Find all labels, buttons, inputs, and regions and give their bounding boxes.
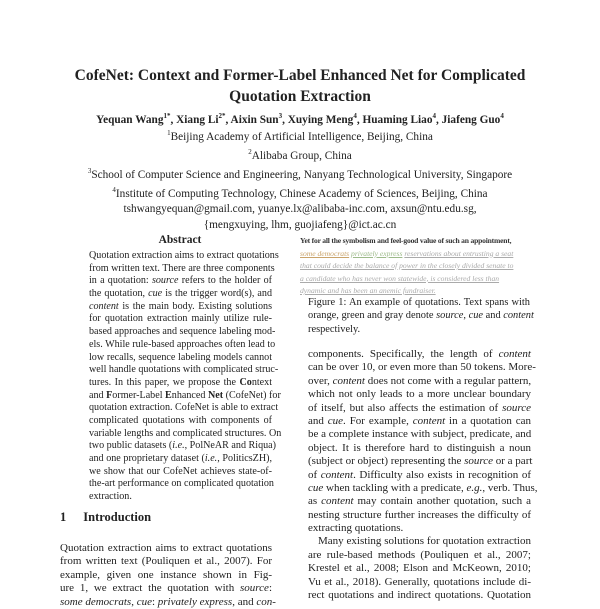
italic-term: cue — [468, 310, 484, 322]
text-run: refers to the holder of — [178, 275, 272, 287]
text-run: , PolNeAR and Riqua) — [184, 440, 277, 452]
bold-term: Co — [239, 376, 252, 388]
affiliation-line — [0, 164, 600, 183]
author: Yequan Wang — [96, 113, 164, 126]
text-run: extraction. — [89, 491, 132, 503]
text-run: from written text (Pouliquen et al., 2007). For — [60, 555, 272, 568]
text-line — [89, 275, 272, 288]
affiliation-mark: 3 — [87, 167, 92, 176]
text-line — [308, 442, 531, 455]
italic-term: cue — [148, 288, 163, 300]
author-affiliation-mark: 4 — [353, 112, 357, 120]
text-line — [308, 455, 531, 468]
italic-term: content — [503, 310, 534, 322]
content-span: a candidate who has never won statewide, is considered less than — [300, 273, 500, 283]
text-run: quotation extraction. CofeNet is able to extract — [89, 402, 279, 414]
text-run: Figure 1: An example of quotations. Text spans with — [308, 297, 530, 308]
bold-term: E — [165, 389, 172, 401]
text-run: orange, green and gray denote — [308, 310, 437, 322]
italic-term: con- — [256, 595, 276, 608]
affiliation-mark: 4 — [112, 186, 116, 195]
text-run: tures. In this paper, we propose the — [89, 376, 240, 388]
text-line — [89, 478, 272, 491]
affiliation-text: {mengxuying, lhm, guojiafeng}@ict.ac.cn — [203, 218, 397, 231]
italic-term: content — [321, 495, 354, 508]
italic-term: i.e. — [204, 453, 218, 464]
text-run: (subject or object) representing the — [308, 455, 465, 468]
abstract-body — [89, 250, 282, 504]
text-line — [89, 389, 281, 403]
text-line — [308, 495, 531, 508]
text-run: from written text. There are three components — [89, 262, 275, 274]
text-run: in a quotation: — [89, 275, 152, 287]
text-run: , PoliticsZH), — [217, 453, 272, 464]
text-run: example, given one instance shown in Fig- — [60, 568, 272, 581]
text-run: as — [308, 495, 322, 508]
text-run: are rule-based methods (Pouliquen et al., 2007; — [308, 548, 531, 561]
text-line — [89, 250, 279, 263]
affiliation-text: Institute of Computing Technology, Chinese Academy of Sciences, Beijing, China — [115, 187, 488, 200]
italic-term: content — [89, 300, 119, 312]
italic-term: some democrats — [60, 595, 132, 608]
section-number: 1 — [60, 510, 67, 524]
affiliation-mark: 1 — [167, 129, 171, 137]
text-run: Quotation extraction aims to extract quotations — [60, 542, 272, 554]
affiliations — [0, 126, 600, 233]
right-column-body — [308, 348, 538, 602]
text-run: . For example, — [343, 414, 413, 427]
text-line — [308, 562, 531, 575]
author: Xuying Meng — [287, 113, 354, 126]
italic-term: i.e. — [172, 440, 185, 452]
text-line — [308, 402, 531, 415]
affiliation-line — [0, 183, 600, 202]
text-line — [60, 582, 272, 595]
author-affiliation-mark: 3 — [278, 112, 283, 120]
text-run: the quotation, — [89, 288, 149, 300]
text-line — [308, 309, 534, 322]
affiliation-text: Beijing Academy of Artificial Intelligence, Beijing, China — [170, 130, 433, 143]
text-line — [89, 402, 279, 415]
figure-caption — [308, 296, 534, 336]
text-run: in a quotation can — [445, 414, 531, 427]
text-run: (CofeNet) for — [223, 389, 281, 401]
affiliation-line — [0, 218, 600, 233]
italic-term: source — [464, 455, 494, 468]
text-run: and one proprietary dataset ( — [89, 453, 205, 464]
figure-line — [300, 248, 528, 261]
text-line — [308, 388, 531, 401]
author: Xiang Li — [176, 113, 219, 126]
figure-line — [300, 260, 528, 273]
text-line — [308, 348, 531, 361]
italic-term: content — [412, 414, 446, 427]
bold-term: Net — [207, 389, 224, 401]
italic-term: source — [502, 401, 531, 414]
text-line — [308, 323, 530, 336]
text-run: ormer-Label — [112, 389, 166, 401]
author-list: Yequan Wang$^{1*}$, Xiang $Li^{2*}$, Aixin Sun$^3$, Xuying Meng$^4$, Huaming Liao$^4$, Jiafeng Guo$^4$ — [96, 112, 504, 126]
text-run: . Difficulty also exists in recognition of — [353, 468, 531, 481]
bold-term: F — [106, 389, 113, 401]
affiliation-mark: 2 — [248, 148, 252, 157]
text-line — [308, 522, 531, 535]
text-line — [89, 440, 277, 453]
text-line — [60, 595, 276, 609]
affiliation-text: tshwangyequan@gmail.com, yuanye.lx@alibaba-inc.com, axsun@ntu.edu.sg, — [123, 203, 477, 216]
figure-text: Yet for all the symbolism and feel-good value of such an appointment, — [300, 236, 512, 245]
text-run: : — [268, 582, 272, 595]
italic-term: content — [320, 468, 354, 481]
text-run: Krestel et al., 2008; Elson and McKeown, 2010; — [308, 562, 531, 575]
text-run: does not come with a regular pattern, — [365, 374, 532, 387]
text-run: over, — [308, 374, 333, 387]
text-run: : — [151, 595, 158, 608]
paper-title — [0, 65, 600, 107]
text-run: can be over 10, or even more than 50 tokens. More- — [308, 361, 536, 374]
author: Huaming Liao — [362, 113, 433, 126]
text-line — [89, 262, 275, 276]
text-line — [89, 288, 272, 301]
text-line — [308, 535, 531, 548]
figure-1-example — [300, 235, 528, 298]
text-run: components. Specifically, the length of — [308, 348, 499, 360]
content-span: that could decide the balance of power in the closely divided senate to — [300, 261, 514, 270]
figure-line — [300, 273, 528, 286]
text-line — [89, 415, 272, 428]
text-run: may contain another quotation, such a — [353, 495, 531, 508]
text-run: complicated quotations with components of — [89, 414, 272, 426]
abstract-heading: Abstract — [158, 234, 202, 246]
affiliation-line — [0, 126, 600, 145]
title-line: Quotation Extraction — [229, 88, 371, 105]
author-affiliation-mark: 2* — [218, 112, 226, 120]
text-line — [89, 338, 276, 352]
affiliation-line — [0, 145, 600, 164]
text-run: Many existing solutions for quotation extraction — [318, 535, 531, 548]
italic-term: privately express — [157, 595, 233, 608]
text-run: object. It is therefore hard to distinguish a noun — [308, 441, 531, 454]
text-run: when tackling with a predicate, — [323, 481, 467, 494]
text-run: rect quotations and indirect quotations. Quotation — [308, 589, 531, 602]
text-line — [60, 542, 272, 555]
italic-term: content — [498, 348, 531, 360]
text-line — [308, 509, 531, 522]
text-line — [308, 481, 538, 495]
text-line — [89, 326, 276, 339]
text-run: Quotation extraction aims to extract quotations — [89, 250, 279, 261]
text-line — [89, 491, 272, 504]
text-run: and — [89, 389, 107, 401]
text-line — [308, 375, 531, 388]
text-run: variable lengths and complicated structures. On — [89, 427, 282, 439]
text-run: ntext — [251, 376, 272, 388]
italic-term: e.g. — [466, 481, 483, 494]
text-run: based approaches and sequence labeling mod- — [89, 326, 276, 338]
text-line — [89, 427, 282, 441]
text-run: extracting quotations. — [308, 522, 404, 535]
text-run: we show that our CofeNet achieves state-of- — [89, 465, 272, 477]
italic-term: cue — [308, 481, 324, 494]
introduction-body — [60, 542, 276, 609]
affiliation-text: School of Computer Science and Engineering, Nanyang Technological University, Singapore — [91, 168, 513, 181]
italic-term: source — [436, 310, 464, 322]
text-run: the-art performance on complicated quotation — [89, 478, 274, 490]
section-heading-introduction — [60, 510, 168, 525]
text-run: is the trigger word(s), and — [162, 288, 272, 300]
author-affiliation-mark: 1* — [163, 112, 171, 120]
author-affiliation-mark: 4 — [500, 112, 504, 120]
text-run: of itself, but also affects the estimation of — [308, 401, 503, 414]
cue-span: privately express — [351, 248, 403, 258]
text-run: , — [131, 595, 137, 608]
content-span: dynamic and has been an anemic fundraiser. — [300, 286, 436, 295]
title-line: CofeNet: Context and Former-Label Enhanced Net for Complicated — [74, 67, 526, 84]
text-line — [308, 589, 531, 602]
source-span: some democrats — [300, 248, 350, 258]
text-line — [89, 313, 272, 326]
text-line — [89, 364, 279, 377]
text-run: Vu et al., 2018). Generally, quotations include di- — [308, 575, 531, 588]
text-run: and — [483, 310, 504, 322]
text-run: which not only leads to a more unclear boundary — [308, 388, 531, 401]
text-line — [60, 569, 272, 582]
text-line — [308, 415, 531, 428]
section-title: Introduction — [83, 510, 152, 524]
text-line — [89, 453, 272, 466]
author-affiliation-mark: 4 — [432, 112, 436, 120]
text-line — [308, 576, 531, 589]
text-line — [308, 296, 530, 309]
text-run: well handle quotations with complicated struc- — [89, 364, 279, 376]
text-line — [308, 361, 536, 374]
affiliation-text: Alibaba Group, China — [251, 149, 352, 162]
content-span: reservations about entrusting a seat — [404, 248, 514, 258]
text-run: is the main body. Existing solutions — [118, 300, 272, 312]
text-line — [89, 377, 272, 390]
text-run: respectively. — [308, 323, 361, 335]
text-run: , — [463, 310, 469, 322]
text-run: nesting structure further increases the difficulty of — [308, 508, 531, 521]
text-line — [308, 428, 531, 441]
italic-term: source — [151, 275, 179, 287]
text-line — [89, 352, 272, 365]
text-line — [89, 466, 272, 479]
text-run: low recalls, sequence labeling models cannot — [89, 351, 272, 363]
italic-term: cue — [327, 414, 344, 427]
text-line — [89, 301, 272, 314]
text-line — [60, 555, 272, 568]
italic-term: cue — [136, 595, 152, 608]
affiliation-line — [0, 202, 600, 217]
italic-term: source — [240, 582, 269, 595]
text-run: of — [308, 468, 321, 481]
text-run: , verb. Thus, — [482, 481, 538, 494]
text-run: nhanced — [171, 389, 208, 401]
text-run: ure 1, we extract the quotation with — [60, 582, 241, 595]
text-run: be a complete instance with subject, predicate, and — [308, 428, 532, 441]
figure-line — [300, 235, 528, 248]
text-run: , and — [232, 595, 257, 608]
author: Aixin Sun — [230, 113, 279, 126]
text-line — [308, 549, 531, 562]
text-line — [308, 469, 531, 482]
text-run: els. While rule-based approaches often lead to — [89, 338, 276, 350]
text-run: for quotation extraction mainly utilize rule- — [89, 313, 272, 325]
text-run: or a part — [493, 455, 533, 468]
author: Jiafeng Guo — [441, 113, 501, 126]
italic-term: content — [332, 374, 365, 387]
text-run: and — [308, 414, 328, 427]
text-run: two public datasets ( — [89, 440, 173, 452]
